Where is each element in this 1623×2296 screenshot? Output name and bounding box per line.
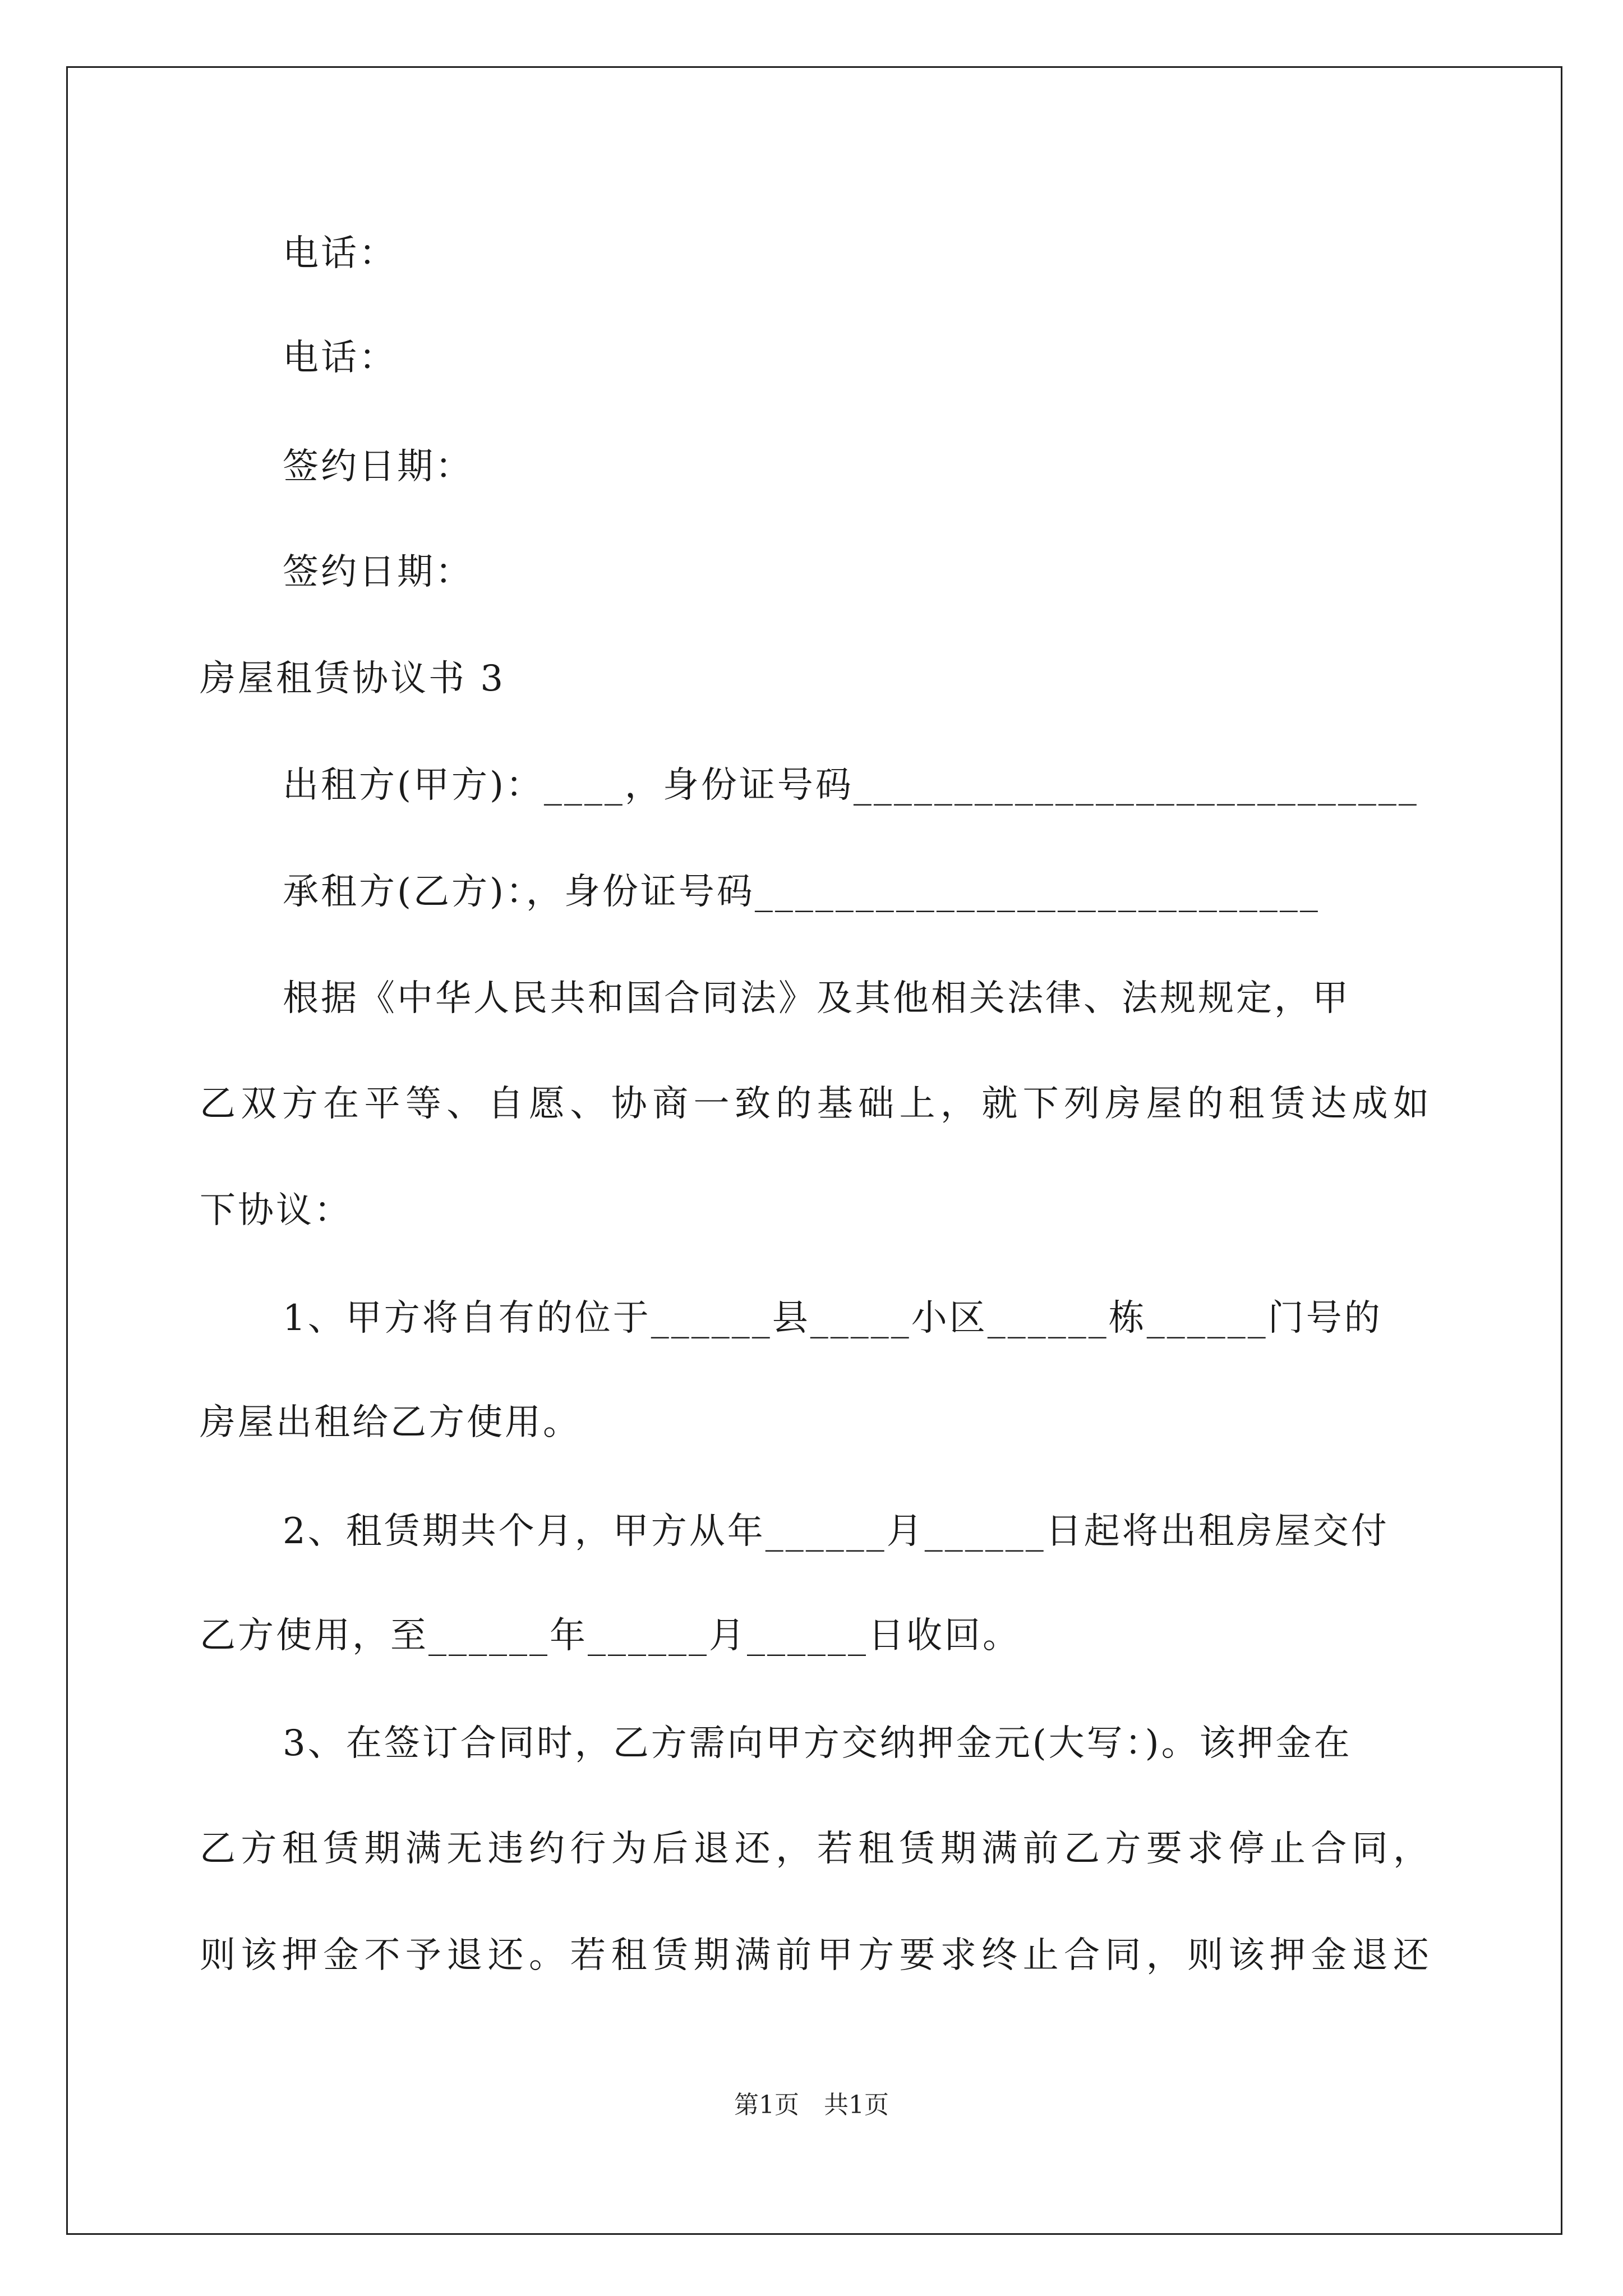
- page-footer: 第1页 共1页: [734, 2091, 889, 2119]
- clause-2-line-2: 乙方使用，至______年______月______日收回。: [200, 1615, 1021, 1657]
- clause-3-line-2: 乙方租赁期满无违约行为后退还，若租赁期满前乙方要求停止合同，: [200, 1828, 1431, 1870]
- clause-1-line-2: 房屋出租给乙方使用。: [200, 1402, 581, 1443]
- paragraph-basis-line-3: 下协议：: [200, 1190, 352, 1231]
- page-border: [66, 66, 1562, 2235]
- sign-date-line-2: 签约日期：: [283, 551, 473, 593]
- sign-date-line-1: 签约日期：: [283, 446, 473, 487]
- phone-line-1: 电话：: [283, 233, 397, 274]
- lessor-line: 出租方(甲方)：____，身份证号码____________________________: [283, 765, 1419, 806]
- clause-1-line-1: 1、甲方将自有的位于______县_____小区______栋______门号的: [283, 1297, 1382, 1339]
- lessee-line: 承租方(乙方)：，身份证号码____________________________: [283, 871, 1320, 913]
- clause-2-line-1: 2、租赁期共个月，甲方从年______月______日起将出租房屋交付: [283, 1511, 1389, 1552]
- paragraph-basis-line-2: 乙双方在平等、自愿、协商一致的基础上，就下列房屋的租赁达成如: [200, 1083, 1431, 1125]
- section-title: 房屋租赁协议书 3: [200, 658, 506, 700]
- paragraph-basis-line-1: 根据《中华人民共和国合同法》及其他相关法律、法规规定，甲: [283, 978, 1350, 1019]
- clause-3-line-1: 3、在签订合同时，乙方需向甲方交纳押金元(大写：)。该押金在: [283, 1723, 1352, 1764]
- phone-line-2: 电话：: [283, 337, 397, 379]
- clause-3-line-3: 则该押金不予退还。若租赁期满前甲方要求终止合同，则该押金退还: [200, 1935, 1431, 1976]
